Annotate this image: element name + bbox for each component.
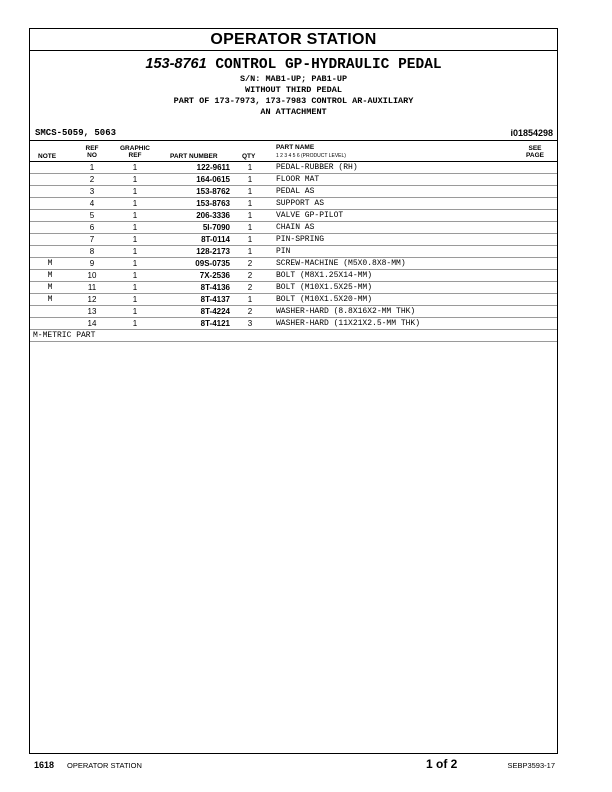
part-number-cell: 5I-7090 [202, 223, 230, 232]
table-row [30, 306, 557, 318]
table-row [30, 294, 557, 306]
quantity-cell: 1 [247, 223, 253, 232]
group-title [30, 56, 557, 74]
table-header [30, 140, 557, 162]
serial-range: S/N: MAB1-UP; PAB1-UP [239, 74, 348, 84]
ref-number-cell: 1 [89, 163, 95, 172]
part-name-cell: BOLT (M8X1.25X14-MM) [276, 271, 373, 280]
ref-number-cell: 14 [87, 319, 97, 328]
graphic-ref-cell: 1 [132, 319, 138, 328]
part-name-cell: SUPPORT AS [276, 199, 325, 208]
section-title: OPERATOR STATION [30, 29, 557, 51]
ref-number-cell: 11 [87, 283, 97, 292]
graphic-ref-cell: 1 [132, 223, 138, 232]
graphic-ref-cell: 1 [132, 271, 138, 280]
part-name-cell: VALVE GP-PILOT [276, 211, 344, 220]
ref-number-cell: 6 [89, 223, 95, 232]
quantity-cell: 1 [247, 295, 253, 304]
parts-page-frame [29, 28, 558, 754]
table-row [30, 258, 557, 270]
ref-number-cell: 5 [89, 211, 95, 220]
group-note-1: WITHOUT THIRD PEDAL [245, 85, 342, 95]
footer-page-number: 1618 [34, 760, 55, 770]
part-number-cell: 153-8763 [196, 199, 230, 208]
header-graphic-line2: REF [128, 152, 142, 159]
quantity-cell: 1 [247, 235, 253, 244]
part-number-cell: 128-2173 [196, 247, 230, 256]
note-cell: M [47, 271, 53, 280]
footer-section: OPERATOR STATION [67, 761, 142, 770]
graphic-ref-cell: 1 [132, 247, 138, 256]
quantity-cell: 2 [247, 271, 253, 280]
header-ref [78, 145, 106, 159]
graphic-ref-cell: 1 [132, 283, 138, 292]
table-row [30, 210, 557, 222]
metric-footnote: M-METRIC PART [30, 330, 557, 342]
header-part-name: PART NAME [276, 144, 315, 151]
ref-number-cell: 9 [89, 259, 95, 268]
part-name-cell: PIN [276, 247, 291, 256]
ref-number-cell: 2 [89, 175, 95, 184]
part-number-cell: 122-9611 [196, 163, 230, 172]
quantity-cell: 1 [247, 163, 253, 172]
ref-number-cell: 7 [89, 235, 95, 244]
graphic-ref-cell: 1 [132, 187, 138, 196]
part-number-cell: 8T-0114 [201, 235, 230, 244]
ref-number-cell: 13 [87, 307, 97, 316]
table-row [30, 282, 557, 294]
part-name-cell: SCREW-MACHINE (M5X0.8X8-MM) [276, 259, 406, 268]
part-name-cell: PEDAL-RUBBER (RH) [276, 163, 358, 172]
part-name-cell: WASHER-HARD (11X21X2.5-MM THK) [276, 319, 421, 328]
table-row [30, 318, 557, 330]
footer-page-of: 1 of 2 [426, 757, 458, 771]
table-row [30, 198, 557, 210]
graphic-ref-cell: 1 [132, 307, 138, 316]
ref-number-cell: 12 [87, 295, 97, 304]
part-number-cell: 8T-4137 [200, 295, 230, 304]
part-number-cell: 153-8762 [196, 187, 230, 196]
note-cell: M [47, 259, 53, 268]
illustration-id: i01854298 [510, 128, 553, 138]
graphic-ref-cell: 1 [132, 295, 138, 304]
ref-number-cell: 3 [89, 187, 95, 196]
header-see-line2: PAGE [526, 152, 544, 159]
table-row [30, 186, 557, 198]
group-note-3: AN ATTACHMENT [260, 107, 327, 117]
group-name: CONTROL GP-HYDRAULIC PEDAL [215, 57, 442, 73]
table-row [30, 270, 557, 282]
part-name-cell: PEDAL AS [276, 187, 315, 196]
part-name-cell: CHAIN AS [276, 223, 315, 232]
table-row [30, 246, 557, 258]
quantity-cell: 1 [247, 199, 253, 208]
header-ref-line1: REF [85, 145, 99, 152]
table-row [30, 174, 557, 186]
part-number-cell: 7X-2536 [199, 271, 230, 280]
part-name-cell: BOLT (M10X1.5X25-MM) [276, 283, 373, 292]
ref-number-cell: 4 [89, 199, 95, 208]
quantity-cell: 2 [247, 283, 253, 292]
graphic-ref-cell: 1 [132, 163, 138, 172]
header-product-level: 1 2 3 4 5 6 (PRODUCT LEVEL) [276, 153, 346, 159]
table-row [30, 162, 557, 174]
graphic-ref-cell: 1 [132, 199, 138, 208]
quantity-cell: 2 [247, 307, 253, 316]
note-cell: M [47, 295, 53, 304]
graphic-ref-cell: 1 [132, 175, 138, 184]
header-see-line1: SEE [528, 145, 542, 152]
quantity-cell: 1 [247, 175, 253, 184]
header-qty: QTY [242, 153, 256, 160]
part-number-cell: 8T-4224 [200, 307, 230, 316]
part-name-cell: WASHER-HARD (8.8X16X2-MM THK) [276, 307, 416, 316]
part-name-cell: FLOOR MAT [276, 175, 320, 184]
group-note-2: PART OF 173-7973, 173-7983 CONTROL AR-AUXILIARY [173, 96, 414, 106]
part-name-cell: PIN-SPRING [276, 235, 325, 244]
quantity-cell: 1 [247, 187, 253, 196]
graphic-ref-cell: 1 [132, 235, 138, 244]
quantity-cell: 1 [247, 211, 253, 220]
graphic-ref-cell: 1 [132, 211, 138, 220]
part-number-cell: 206-3336 [196, 211, 230, 220]
header-ref-line2: NO [87, 152, 97, 159]
quantity-cell: 2 [247, 259, 253, 268]
part-number-cell: 8T-4121 [200, 319, 230, 328]
graphic-ref-cell: 1 [132, 259, 138, 268]
quantity-cell: 1 [247, 247, 253, 256]
smcs-codes: SMCS-5059, 5063 [35, 128, 117, 138]
header-see-page [523, 145, 547, 159]
footer-doc-id: SEBP3593-17 [507, 761, 555, 770]
part-number-cell: 09S-0735 [195, 259, 230, 268]
header-note: NOTE [38, 153, 57, 160]
part-number-cell: 164-0615 [196, 175, 230, 184]
ref-number-cell: 8 [89, 247, 95, 256]
quantity-cell: 3 [247, 319, 253, 328]
header-graphic-ref [114, 145, 156, 159]
page-footer [29, 758, 558, 774]
group-number: 153-8761 [145, 56, 207, 72]
smcs-row [30, 126, 557, 140]
parts-table-body [30, 162, 557, 330]
table-row [30, 222, 557, 234]
note-cell: M [47, 283, 53, 292]
ref-number-cell: 10 [87, 271, 97, 280]
table-row [30, 234, 557, 246]
part-name-cell: BOLT (M10X1.5X20-MM) [276, 295, 373, 304]
header-part-number: PART NUMBER [170, 153, 218, 160]
header-graphic-line1: GRAPHIC [120, 145, 150, 152]
part-number-cell: 8T-4136 [200, 283, 230, 292]
